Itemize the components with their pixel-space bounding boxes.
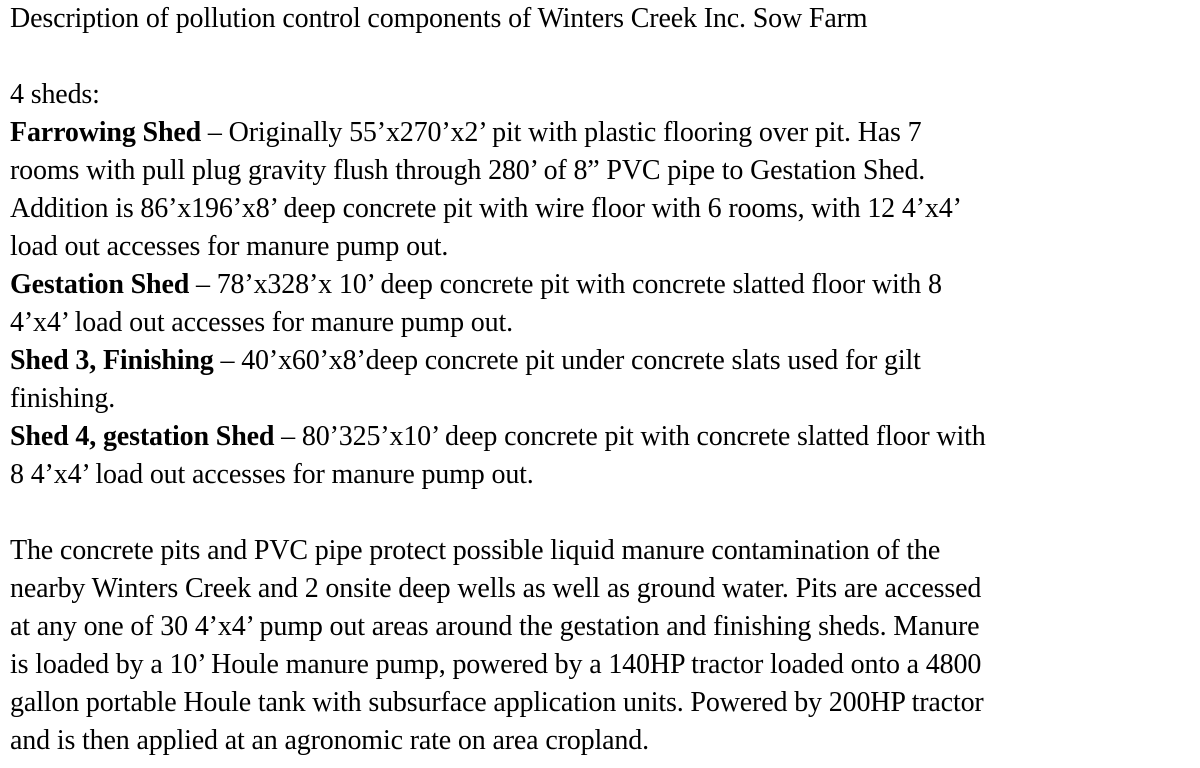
shed-3-line-1 — [10, 342, 1196, 380]
shed-farrowing-line-3: Addition is 86’x196’x8’ deep concrete pit with wire floor with 6 rooms, with 12 4’x4’ — [10, 193, 962, 224]
sheds-intro: 4 sheds: — [10, 79, 100, 110]
summary-line-6: and is then applied at an agronomic rate on area cropland. — [10, 725, 649, 756]
shed-3-name: Shed 3, Finishing — [10, 345, 214, 376]
shed-4-line-2: 8 4’x4’ load out accesses for manure pump out. — [10, 459, 534, 490]
blank-line — [10, 38, 1196, 76]
shed-gestation-name: Gestation Shed — [10, 269, 190, 300]
summary-line-1: The concrete pits and PVC pipe protect possible liquid manure contamination of the — [10, 535, 941, 566]
summary-line-2: nearby Winters Creek and 2 onsite deep wells as well as ground water. Pits are accessed — [10, 573, 982, 604]
shed-3-line-2: finishing. — [10, 383, 116, 414]
document-page — [10, 0, 1196, 760]
shed-4-text-1: – 80’325’x10’ deep concrete pit with concrete slatted floor with — [274, 421, 986, 452]
shed-4-name: Shed 4, gestation Shed — [10, 421, 275, 452]
shed-farrowing-line-1 — [10, 114, 1196, 152]
shed-farrowing-name: Farrowing Shed — [10, 117, 202, 148]
document-title: Description of pollution control components of Winters Creek Inc. Sow Farm — [10, 3, 868, 34]
summary-line-4: is loaded by a 10’ Houle manure pump, powered by a 140HP tractor loaded onto a 4800 — [10, 649, 982, 680]
blank-line — [10, 494, 1196, 532]
shed-gestation-line-2: 4’x4’ load out accesses for manure pump out. — [10, 307, 513, 338]
shed-farrowing-line-2: rooms with pull plug gravity flush through 280’ of 8” PVC pipe to Gestation Shed. — [10, 155, 926, 186]
summary-line-5: gallon portable Houle tank with subsurface application units. Powered by 200HP tractor — [10, 687, 984, 718]
shed-farrowing-text-1: – Originally 55’x270’x2’ pit with plastic flooring over pit. Has 7 — [201, 117, 922, 148]
summary-line-3: at any one of 30 4’x4’ pump out areas around the gestation and finishing sheds. Manure — [10, 611, 980, 642]
shed-3-text-1: – 40’x60’x8’deep concrete pit under concrete slats used for gilt — [213, 345, 921, 376]
shed-4-line-1 — [10, 418, 1196, 456]
shed-farrowing-line-4: load out accesses for manure pump out. — [10, 231, 449, 262]
shed-gestation-line-1 — [10, 266, 1196, 304]
shed-gestation-text-1: – 78’x328’x 10’ deep concrete pit with concrete slatted floor with 8 — [189, 269, 942, 300]
